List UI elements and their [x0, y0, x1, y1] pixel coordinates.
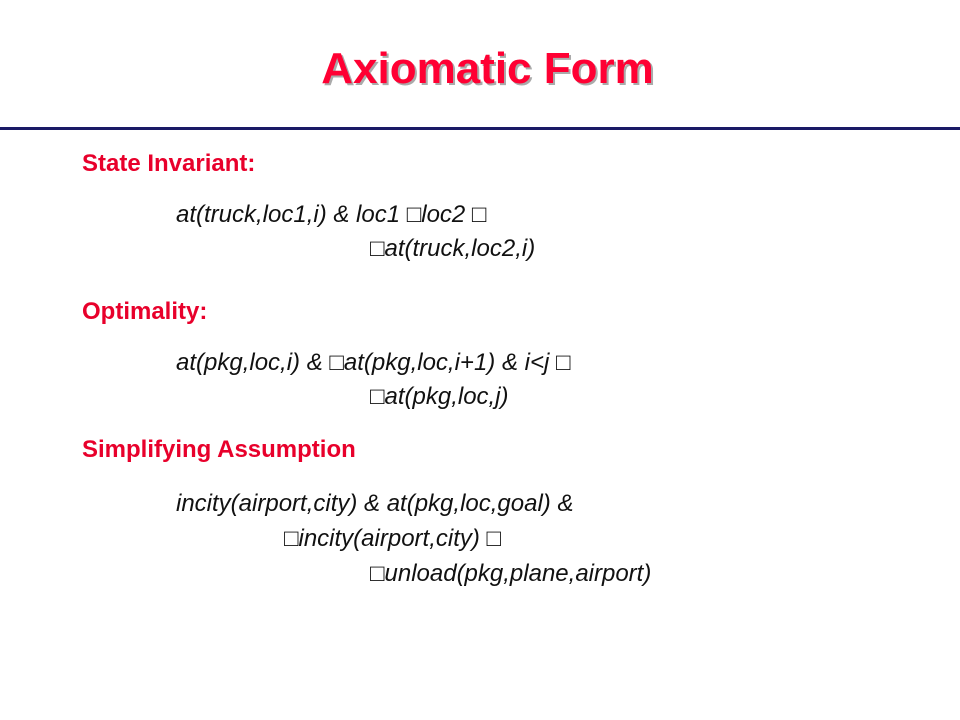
formula-line: □incity(airport,city) □	[284, 525, 502, 552]
slide-title: Axiomatic Form	[321, 44, 654, 93]
formula-line: □unload(pkg,plane,airport)	[370, 560, 652, 587]
heading-state-invariant: State Invariant:	[82, 150, 256, 177]
title-divider	[0, 127, 960, 130]
formula-line: at(pkg,loc,i) & □at(pkg,loc,i+1) & i<j □	[176, 349, 571, 376]
formula-line: □at(pkg,loc,j)	[370, 383, 509, 410]
heading-simplifying-assumption: Simplifying Assumption	[82, 436, 356, 463]
formula-line: at(truck,loc1,i) & loc1 □loc2 □	[176, 201, 487, 228]
formula-line: incity(airport,city) & at(pkg,loc,goal) &	[176, 490, 574, 517]
heading-optimality: Optimality:	[82, 298, 208, 325]
formula-line: □at(truck,loc2,i)	[370, 235, 536, 262]
